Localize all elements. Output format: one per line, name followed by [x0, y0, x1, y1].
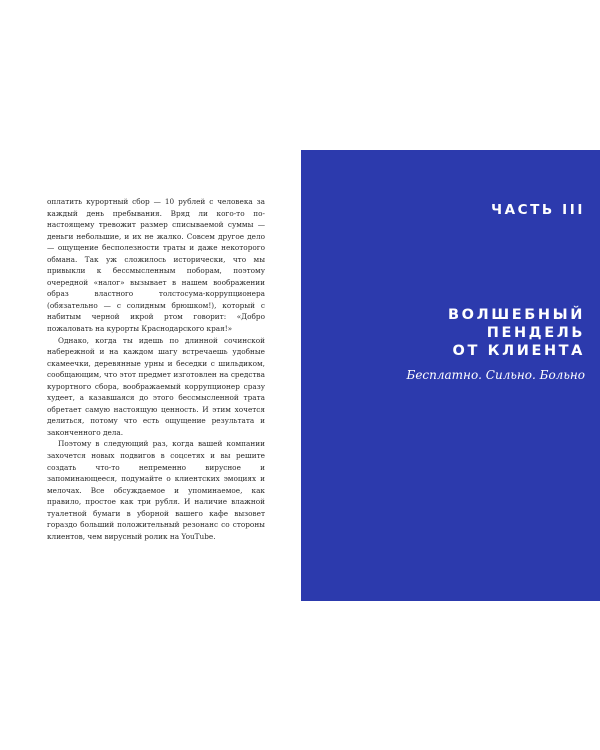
right-page-title-block	[301, 150, 600, 601]
chapter-title	[301, 306, 600, 360]
chapter-title-line-2: ПЕНДЕЛЬ	[486, 325, 585, 341]
chapter-title-line-3: ОТ КЛИЕНТА	[452, 343, 585, 359]
chapter-subtitle: Бесплатно. Сильно. Больно	[406, 368, 585, 382]
paragraph-2: Однако, когда ты идешь по длинной сочинской набережной и на каждом шагу встречаешь удобные скамеечки, деревянные урны и беседки с шильдиком, сообщающим, что этот предмет изготовлен на средства курортного сбора, воображаемый коррупционер сразу худеет, а казавшаяся до этого бессмысленной трата обретает самую настоящую ценность. И этим хочется делиться, потому что есть ощущение результата и законченного дела.	[47, 335, 265, 437]
part-label: ЧАСТЬ III	[491, 202, 585, 218]
chapter-title-line-1: ВОЛШЕБНЫЙ	[448, 307, 585, 323]
body-text	[47, 196, 265, 542]
paragraph-1: оплатить курортный сбор — 10 рублей с человека за каждый день пребывания. Вряд ли кого-то по-настоящему тревожит размер списываемой суммы — деньги небольшие, и их не жалко. Совсем другое дело — ощущение бесполезности траты и даже некоторого обмана. Так уж сложилось исторически, что мы привыкли к бессмысленным поборам, поэтому очередной «налог» вызывает в нашем воображении образ властного толстосума-коррупционера (обязательно — с солидным брюшком!), который с набитым черной икрой ртом говорит: «Добро пожаловать на курорты Краснодарского края!»	[47, 197, 265, 334]
paragraph-3: Поэтому в следующий раз, когда вашей компании захочется новых подвигов в соцсетях и вы решите создать что-то непременно вирусное и запоминающееся, подумайте о клиентских эмоциях и мелочах. Все обсуждаемое и упоминаемое, как правило, простое как три рубля. И наличие влажной туалетной бумаги в уборной вашего кафе вызовет гораздо больший положительный резонанс со стороны клиентов, чем вирусный ролик на YouTube.	[47, 439, 265, 541]
